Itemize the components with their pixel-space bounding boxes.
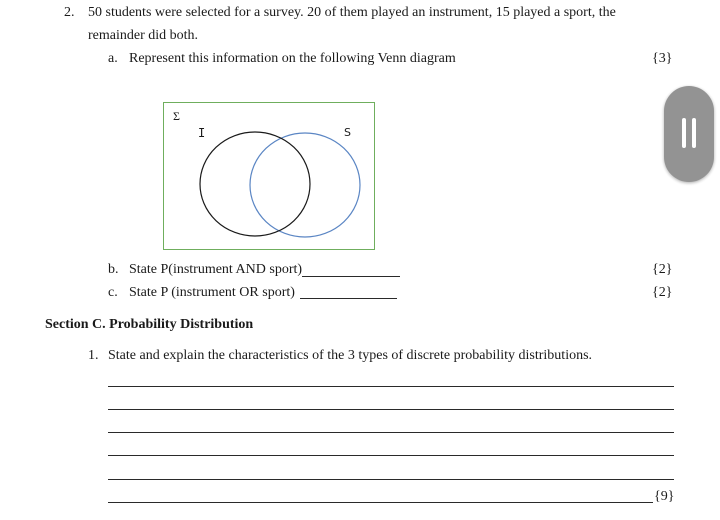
set-i-label: I [198, 126, 206, 140]
question-1-number: 1. [88, 348, 99, 363]
answer-line [108, 386, 674, 387]
question-2-text-line2: remainder did both. [88, 28, 199, 43]
part-a-marks: {3} [652, 51, 673, 66]
question-1-marks: {9} [654, 489, 675, 504]
part-b-marks: {2} [652, 262, 673, 277]
set-s-circle [250, 133, 360, 237]
part-c-marks: {2} [652, 285, 673, 300]
pause-button[interactable] [664, 86, 714, 182]
part-c-text: State P (instrument OR sport) [129, 285, 295, 300]
part-a-text: Represent this information on the following Venn diagram [129, 51, 456, 66]
answer-line [108, 479, 674, 480]
venn-diagram [163, 102, 375, 250]
answer-line [108, 409, 674, 410]
question-2-number: 2. [64, 5, 75, 20]
answer-line [108, 432, 674, 433]
universal-set-symbol: Σ [173, 109, 180, 123]
question-1-text: State and explain the characteristics of the 3 types of discrete probability distributions. [108, 348, 593, 363]
part-b-text: State P(instrument AND sport) [129, 262, 303, 277]
set-s-label: S [344, 126, 351, 139]
set-i-circle [200, 132, 310, 236]
answer-line [108, 455, 674, 456]
section-c-heading: Section C. Probability Distribution [45, 317, 254, 332]
part-a-label: a. [108, 51, 118, 66]
part-b-label: b. [108, 262, 119, 277]
answer-line [108, 502, 653, 503]
part-c-label: c. [108, 285, 118, 300]
part-b-answer-line [302, 276, 400, 277]
question-2-text-line1: 50 students were selected for a survey. 20 of them played an instrument, 15 played a sport, the [88, 5, 616, 20]
venn-diagram-frame [163, 102, 375, 250]
part-c-answer-line [300, 298, 397, 299]
